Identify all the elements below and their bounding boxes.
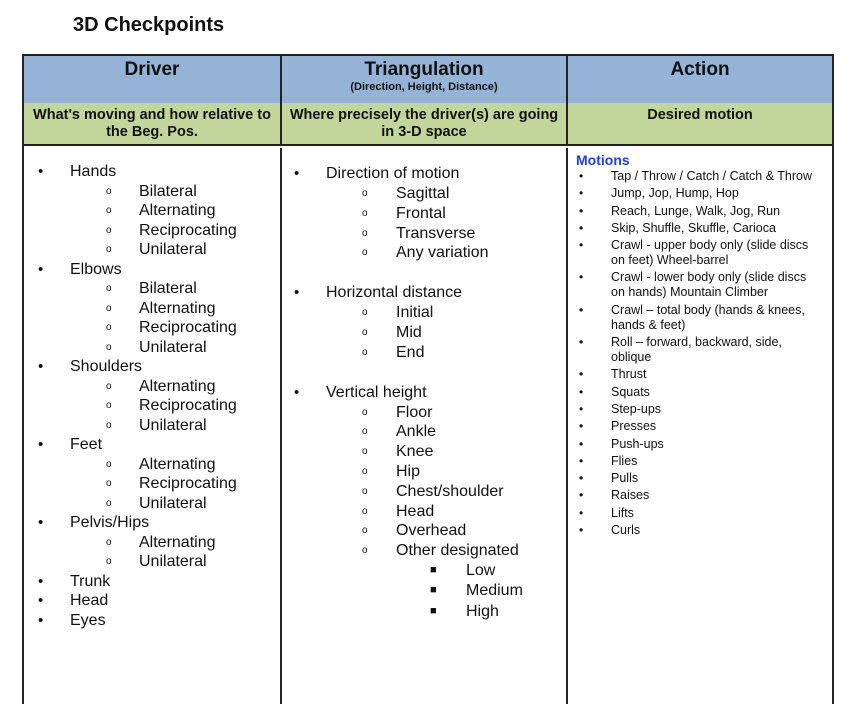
triangulation-item-label: Vertical height (326, 383, 427, 401)
bullet-icon: • (38, 514, 44, 531)
circle-bullet-icon: o (106, 478, 112, 489)
bullet-icon: • (579, 505, 584, 520)
triangulation-group (290, 283, 523, 362)
motion-item-label: Squats (611, 384, 650, 399)
driver-subitem (36, 318, 237, 338)
driver-subitem (36, 377, 237, 397)
motion-item-label: Lifts (611, 505, 634, 520)
triangulation-subitem (290, 422, 523, 442)
motion-item (576, 506, 818, 521)
bullet-icon: • (294, 383, 300, 401)
motion-item (576, 454, 818, 469)
driver-subitem (36, 338, 237, 358)
driver-subitem (36, 533, 237, 553)
triangulation-item (290, 164, 523, 263)
square-bullet-icon: ■ (430, 563, 437, 576)
bullet-icon: • (579, 186, 584, 201)
circle-bullet-icon: o (362, 247, 368, 259)
triangulation-cell (282, 148, 568, 704)
motion-item-label: Roll – forward, backward, side, oblique (611, 335, 782, 365)
driver-subitem (36, 416, 237, 436)
motion-item-label: Curls (611, 523, 641, 538)
driver-item (36, 572, 237, 592)
triangulation-subitem (290, 323, 523, 343)
driver-sublist (70, 455, 237, 514)
triangulation-subitem-label: Other designated (396, 542, 519, 560)
header-driver-title: Driver (124, 59, 180, 80)
triangulation-sublist (326, 403, 523, 623)
bullet-icon: • (38, 572, 44, 590)
motion-item (576, 419, 818, 434)
triangulation-subitem-label: Frontal (396, 204, 446, 222)
driver-subitem (36, 494, 237, 514)
subheader-action (568, 103, 832, 144)
driver-item (36, 591, 237, 611)
driver-subitem-label: Reciprocating (139, 221, 237, 239)
circle-bullet-icon: o (106, 497, 112, 509)
subheader-triangulation-text: Where precisely the driver(s) are going in 3-D space (289, 107, 559, 140)
triangulation-sublist (326, 303, 523, 362)
circle-bullet-icon: o (362, 465, 368, 477)
driver-item (36, 357, 237, 435)
circle-bullet-icon: o (362, 346, 368, 358)
driver-subitem-label: Unilateral (139, 241, 207, 258)
driver-item-label: Feet (70, 436, 103, 453)
driver-subitem-label: Alternating (139, 533, 216, 551)
triangulation-subitem-label: Ankle (396, 423, 437, 441)
motion-item-label: Crawl - lower body only (slide discs on hands) Mountain Climber (611, 270, 807, 300)
triangulation-subitem-label: Sagittal (396, 185, 450, 202)
bullet-icon: • (579, 436, 584, 451)
driver-item-label: Shoulders (70, 358, 143, 375)
triangulation-subitem (290, 521, 523, 541)
triangulation-sub2item (290, 581, 523, 602)
driver-item (36, 435, 237, 513)
triangulation-subitem (290, 303, 523, 323)
motion-item-label: Crawl - upper body only (slide discs on feet) Wheel-barrel (611, 238, 809, 268)
circle-bullet-icon: o (362, 485, 368, 497)
circle-bullet-icon: o (106, 244, 112, 255)
bullet-icon: • (579, 471, 584, 486)
header-triangulation-title: Triangulation (364, 59, 484, 80)
bullet-icon: • (579, 367, 584, 382)
circle-bullet-icon: o (106, 380, 112, 392)
bullet-icon: • (579, 453, 584, 468)
motion-item (576, 169, 818, 184)
motion-item-label: Flies (611, 453, 638, 468)
triangulation-list (290, 164, 523, 642)
triangulation-item-label: Direction of motion (326, 165, 460, 182)
driver-subitem-label: Alternating (139, 455, 216, 473)
circle-bullet-icon: o (106, 536, 112, 548)
driver-list (36, 162, 237, 630)
triangulation-subitem (290, 184, 523, 204)
header-action-title: Action (670, 59, 730, 80)
driver-item (36, 513, 237, 572)
body-row (24, 148, 832, 704)
driver-subitem (36, 455, 237, 475)
driver-subitem-label: Reciprocating (139, 319, 237, 336)
subheader-row (24, 103, 832, 146)
driver-subitem (36, 279, 237, 299)
driver-item (36, 162, 237, 260)
motion-item (576, 471, 818, 486)
bullet-icon: • (579, 419, 584, 434)
motion-item (576, 437, 818, 452)
motion-item-label: Pulls (611, 471, 639, 486)
motions-list (576, 169, 818, 540)
driver-cell (24, 148, 282, 704)
driver-subitem-label: Alternating (139, 202, 216, 219)
driver-subitem (36, 221, 237, 241)
triangulation-sub2item (290, 561, 523, 582)
bullet-icon: • (294, 165, 300, 182)
triangulation-sub2item-label: Low (466, 561, 496, 579)
driver-subitem-label: Unilateral (139, 553, 207, 570)
action-cell (568, 148, 832, 704)
motion-item-label: Reach, Lunge, Walk, Jog, Run (611, 203, 781, 218)
triangulation-subitem-label: Overhead (396, 522, 467, 540)
driver-subitem-label: Bilateral (139, 182, 197, 200)
circle-bullet-icon: o (362, 406, 368, 418)
square-bullet-icon: ■ (430, 584, 437, 597)
subheader-triangulation (282, 103, 568, 144)
triangulation-subitem (290, 403, 523, 423)
subheader-action-text: Desired motion (647, 107, 753, 123)
triangulation-subitem-label: Initial (396, 304, 434, 322)
header-triangulation (282, 56, 568, 103)
motion-item (576, 335, 818, 365)
triangulation-subitem-label: Chest/shoulder (396, 482, 504, 500)
driver-subitem (36, 552, 237, 572)
triangulation-subitem (290, 442, 523, 462)
triangulation-sub2item (290, 602, 523, 623)
driver-item-label: Elbows (70, 260, 122, 278)
motion-item (576, 204, 818, 219)
triangulation-subitem-label: End (396, 343, 425, 361)
motion-item-label: Jump, Jop, Hump, Hop (611, 186, 739, 201)
triangulation-item (290, 283, 523, 362)
driver-item-label: Trunk (70, 572, 111, 590)
circle-bullet-icon: o (106, 341, 112, 353)
circle-bullet-icon: o (106, 302, 112, 314)
circle-bullet-icon: o (362, 227, 368, 239)
bullet-icon: • (579, 270, 584, 285)
driver-subitem-label: Bilateral (139, 280, 197, 297)
triangulation-sublist (326, 184, 523, 263)
bullet-icon: • (579, 169, 584, 183)
circle-bullet-icon: o (106, 400, 112, 411)
circle-bullet-icon: o (362, 505, 368, 517)
motion-item (576, 270, 818, 300)
motion-item-label: Step-ups (611, 401, 662, 416)
circle-bullet-icon: o (362, 525, 368, 537)
circle-bullet-icon: o (106, 419, 112, 431)
triangulation-subitem (290, 343, 523, 363)
header-action (568, 56, 832, 103)
motion-item-label: Raises (611, 488, 650, 503)
triangulation-subitem-label: Head (396, 502, 435, 520)
motion-item (576, 402, 818, 417)
bullet-icon: • (38, 260, 44, 278)
bullet-icon: • (38, 163, 44, 180)
driver-sublist (70, 533, 237, 572)
motion-item-label: Skip, Shuffle, Skuffle, Carioca (611, 220, 776, 235)
motion-item (576, 303, 818, 333)
triangulation-sub2item-label: High (466, 602, 499, 620)
circle-bullet-icon: o (106, 205, 112, 216)
driver-item-label: Pelvis/Hips (70, 514, 150, 531)
motion-item (576, 367, 818, 382)
triangulation-group (290, 164, 523, 263)
header-triangulation-subtitle: (Direction, Height, Distance) (350, 81, 498, 93)
driver-item-label: Eyes (70, 611, 106, 629)
circle-bullet-icon: o (362, 207, 368, 219)
motion-item (576, 523, 818, 538)
triangulation-subitem-label: Transverse (396, 224, 476, 242)
driver-item-label: Head (70, 592, 109, 609)
driver-subitem-label: Alternating (139, 299, 216, 317)
motion-item-label: Crawl – total body (hands & knees, hands & feet) (611, 302, 805, 332)
bullet-icon: • (579, 238, 584, 253)
driver-subitem (36, 201, 237, 221)
bullet-icon: • (579, 384, 584, 399)
square-bullet-icon: ■ (430, 604, 437, 617)
header-driver (24, 56, 282, 103)
motion-item-label: Push-ups (611, 436, 664, 451)
triangulation-subitem-label: Floor (396, 403, 433, 421)
page-title: 3D Checkpoints (73, 14, 225, 36)
motion-item (576, 385, 818, 400)
circle-bullet-icon: o (106, 322, 112, 333)
driver-subitem (36, 299, 237, 319)
triangulation-subitem (290, 482, 523, 502)
motion-item (576, 488, 818, 503)
triangulation-subitem (290, 243, 523, 263)
bullet-icon: • (579, 302, 584, 317)
circle-bullet-icon: o (106, 556, 112, 567)
bullet-icon: • (579, 220, 584, 235)
motion-item-label: Thrust (611, 367, 647, 382)
triangulation-sub2item-label: Medium (466, 582, 523, 600)
subheader-driver (24, 103, 282, 144)
triangulation-subitem-label: Knee (396, 443, 434, 461)
bullet-icon: • (38, 358, 44, 375)
bullet-icon: • (38, 592, 44, 609)
triangulation-item (290, 383, 523, 623)
triangulation-subitem-label: Hip (396, 462, 421, 480)
bullet-icon: • (579, 203, 584, 218)
triangulation-subitem (290, 541, 523, 622)
bullet-icon: • (579, 335, 584, 350)
motion-item-label: Tap / Throw / Catch / Catch & Throw (611, 169, 813, 183)
driver-sublist (70, 182, 237, 260)
motions-heading: Motions (576, 152, 630, 168)
circle-bullet-icon: o (106, 458, 112, 470)
circle-bullet-icon: o (362, 446, 368, 458)
circle-bullet-icon: o (106, 185, 112, 197)
bullet-icon: • (579, 488, 584, 503)
driver-item (36, 611, 237, 631)
circle-bullet-icon: o (362, 426, 368, 438)
driver-item-label: Hands (70, 163, 117, 180)
driver-subitem-label: Unilateral (139, 416, 207, 434)
bullet-icon: • (38, 436, 44, 453)
motion-item (576, 186, 818, 201)
driver-sublist (70, 377, 237, 436)
circle-bullet-icon: o (362, 307, 368, 319)
bullet-icon: • (294, 284, 300, 302)
motion-item (576, 238, 818, 268)
driver-subitem (36, 474, 237, 494)
driver-sublist (70, 279, 237, 357)
circle-bullet-icon: o (362, 326, 368, 338)
bullet-icon: • (579, 401, 584, 416)
driver-subitem-label: Unilateral (139, 494, 207, 512)
circle-bullet-icon: o (362, 545, 368, 557)
driver-subitem-label: Unilateral (139, 338, 207, 356)
circle-bullet-icon: o (106, 224, 112, 236)
triangulation-subitem (290, 502, 523, 522)
triangulation-subitem-label: Any variation (396, 244, 489, 262)
motion-item-label: Presses (611, 419, 657, 434)
motion-item (576, 221, 818, 236)
triangulation-group (290, 383, 523, 623)
bullet-icon: • (38, 611, 44, 629)
subheader-driver-text: What's moving and how relative to the Beg. Pos. (33, 107, 271, 140)
driver-subitem-label: Reciprocating (139, 475, 237, 492)
driver-subitem (36, 240, 237, 260)
triangulation-subitem (290, 462, 523, 482)
triangulation-subitem-label: Mid (396, 323, 422, 341)
triangulation-item-label: Horizontal distance (326, 284, 463, 302)
circle-bullet-icon: o (106, 283, 112, 294)
circle-bullet-icon: o (362, 188, 368, 199)
checkpoints-table (22, 54, 834, 704)
triangulation-subitem (290, 224, 523, 244)
driver-subitem (36, 396, 237, 416)
driver-item (36, 260, 237, 358)
header-row (24, 56, 832, 105)
bullet-icon: • (579, 523, 584, 538)
triangulation-subitem (290, 204, 523, 224)
triangulation-sub2list (396, 561, 523, 623)
driver-subitem (36, 182, 237, 202)
driver-subitem-label: Alternating (139, 377, 216, 395)
driver-subitem-label: Reciprocating (139, 397, 237, 414)
